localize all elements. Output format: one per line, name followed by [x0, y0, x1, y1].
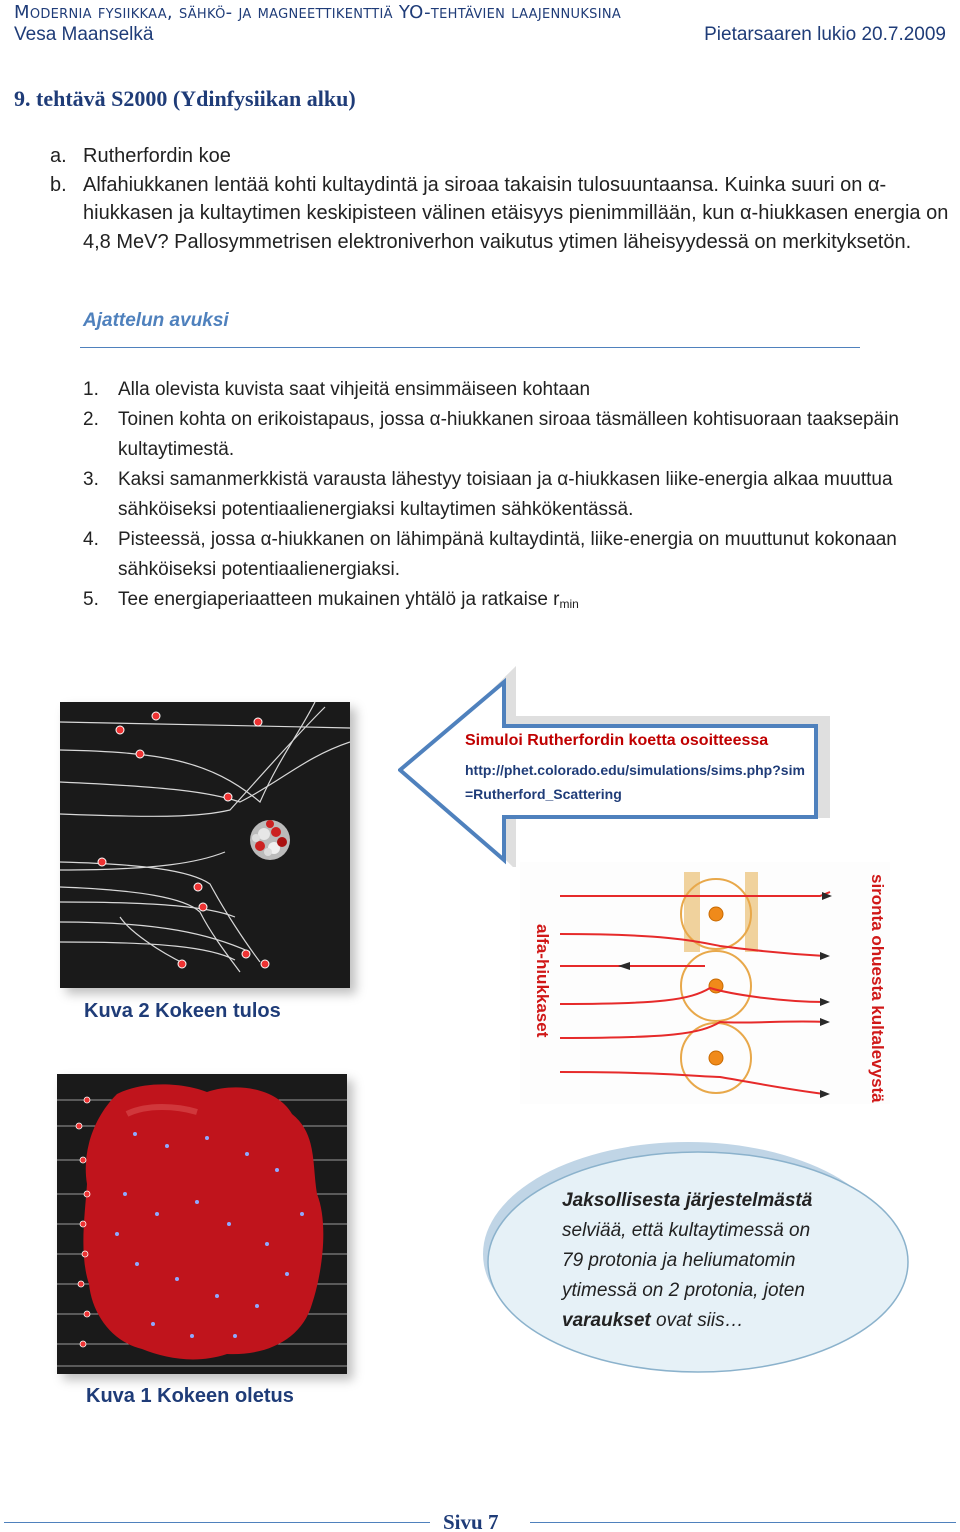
figure-1-caption: Kuva 1 Kokeen oletus [86, 1385, 294, 1407]
hint-item [83, 405, 943, 465]
bubble-bold-word: varaukset [562, 1310, 651, 1331]
bubble-line: selviää, että kultaytimessä on [562, 1220, 811, 1241]
hint-number: 1. [83, 379, 99, 400]
hint-number: 3. [83, 469, 99, 490]
info-bubble [478, 1136, 918, 1376]
bubble-line: Jaksollisesta järjestelmästä [562, 1190, 813, 1211]
gold-foil-scatter-label: sironta ohuesta kultalevystä [868, 874, 887, 1103]
bubble-line: 79 protonia ja heliumatomin [562, 1250, 796, 1271]
callout-title: Simuloi Rutherfordin koetta osoitteessa [465, 732, 769, 749]
hint-list [83, 375, 943, 619]
task-title: 9. tehtävä S2000 (Ydinfysiikan alku) [14, 86, 356, 111]
hint-number: 2. [83, 409, 99, 430]
hint-text [118, 585, 943, 619]
bubble-line [562, 1306, 862, 1336]
hint-text: Toinen kohta on erikoistapaus, jossa α-hiukkanen siroaa täsmälleen kohtisuoraan taaksepäin kultaytimestä. [118, 409, 899, 460]
question-list [50, 142, 950, 256]
question-text: Rutherfordin koe [83, 145, 231, 167]
simulation-link[interactable]: http://phet.colorado.edu/simulations/sims.php?sim=Rutherford_Scattering [465, 762, 805, 802]
hint-item [83, 525, 943, 585]
footer-divider-left [4, 1522, 430, 1523]
header-school-date: Pietarsaaren lukio 20.7.2009 [704, 24, 946, 45]
hint-number: 4. [83, 529, 99, 550]
gold-foil-graphic [520, 862, 890, 1104]
gold-foil-diagram [520, 862, 890, 1104]
header-author: Vesa Maanselkä [14, 24, 154, 45]
help-divider [80, 347, 860, 348]
header-title: Modernia fysiikkaa, sähkö- ja magneettikenttiä YO-tehtävien laajennuksina [14, 2, 622, 23]
help-heading: Ajattelun avuksi [83, 310, 229, 331]
plum-pudding-image [57, 1074, 347, 1374]
scattering-result-graphic [60, 702, 350, 988]
question-item-a [50, 142, 950, 171]
simulation-callout [398, 662, 830, 867]
hint-text: Kaksi samanmerkkistä varausta lähestyy toisiaan ja α-hiukkasen liike-energia alkaa muuttua sähköiseksi potentiaalienergiaksi kultaytimen sähkökentässä. [118, 469, 893, 520]
question-marker: a. [50, 145, 67, 167]
hint-text: Pisteessä, jossa α-hiukkanen on lähimpänä kultaydintä, liike-energia on muuttunut kokonaan sähköiseksi potentiaalienergiaksi. [118, 529, 897, 580]
question-text: Alfahiukkanen lentää kohti kultaydintä ja siroaa takaisin tulosuuntaansa. Kuinka suuri on α-hiukkasen ja kultaytimen keskipisteen välinen etäisyys pienimmillään, kun α-hiukkasen energia on 4,8 MeV? Pallosymmetrisen elektroniverhon vaikutus ytimen läheisyydessä on merkityksetön. [83, 173, 949, 253]
scattering-result-image [60, 702, 350, 988]
hint-text: Alla olevista kuvista saat vihjeitä ensimmäiseen kohtaan [118, 379, 591, 400]
question-marker: b. [50, 173, 67, 196]
page-number: Sivu 7 [443, 1510, 499, 1532]
hint-item [83, 375, 943, 405]
hint-item [83, 465, 943, 525]
hint-item [83, 585, 943, 619]
hint-subscript: min [559, 597, 579, 611]
figure-2-caption: Kuva 2 Kokeen tulos [84, 1000, 281, 1022]
question-item-b [50, 171, 950, 257]
bubble-line-rest: ovat siis… [650, 1310, 744, 1331]
bubble-line: ytimessä on 2 protonia, joten [562, 1280, 805, 1301]
footer-divider-right [530, 1522, 956, 1523]
hint-number: 5. [83, 589, 99, 610]
alpha-particles-label: alfa-hiukkaset [533, 924, 552, 1038]
plum-pudding-graphic [57, 1074, 347, 1374]
hint-text-main: Tee energiaperiaatteen mukainen yhtälö ja ratkaise r [118, 589, 560, 610]
bubble-text [562, 1186, 862, 1336]
